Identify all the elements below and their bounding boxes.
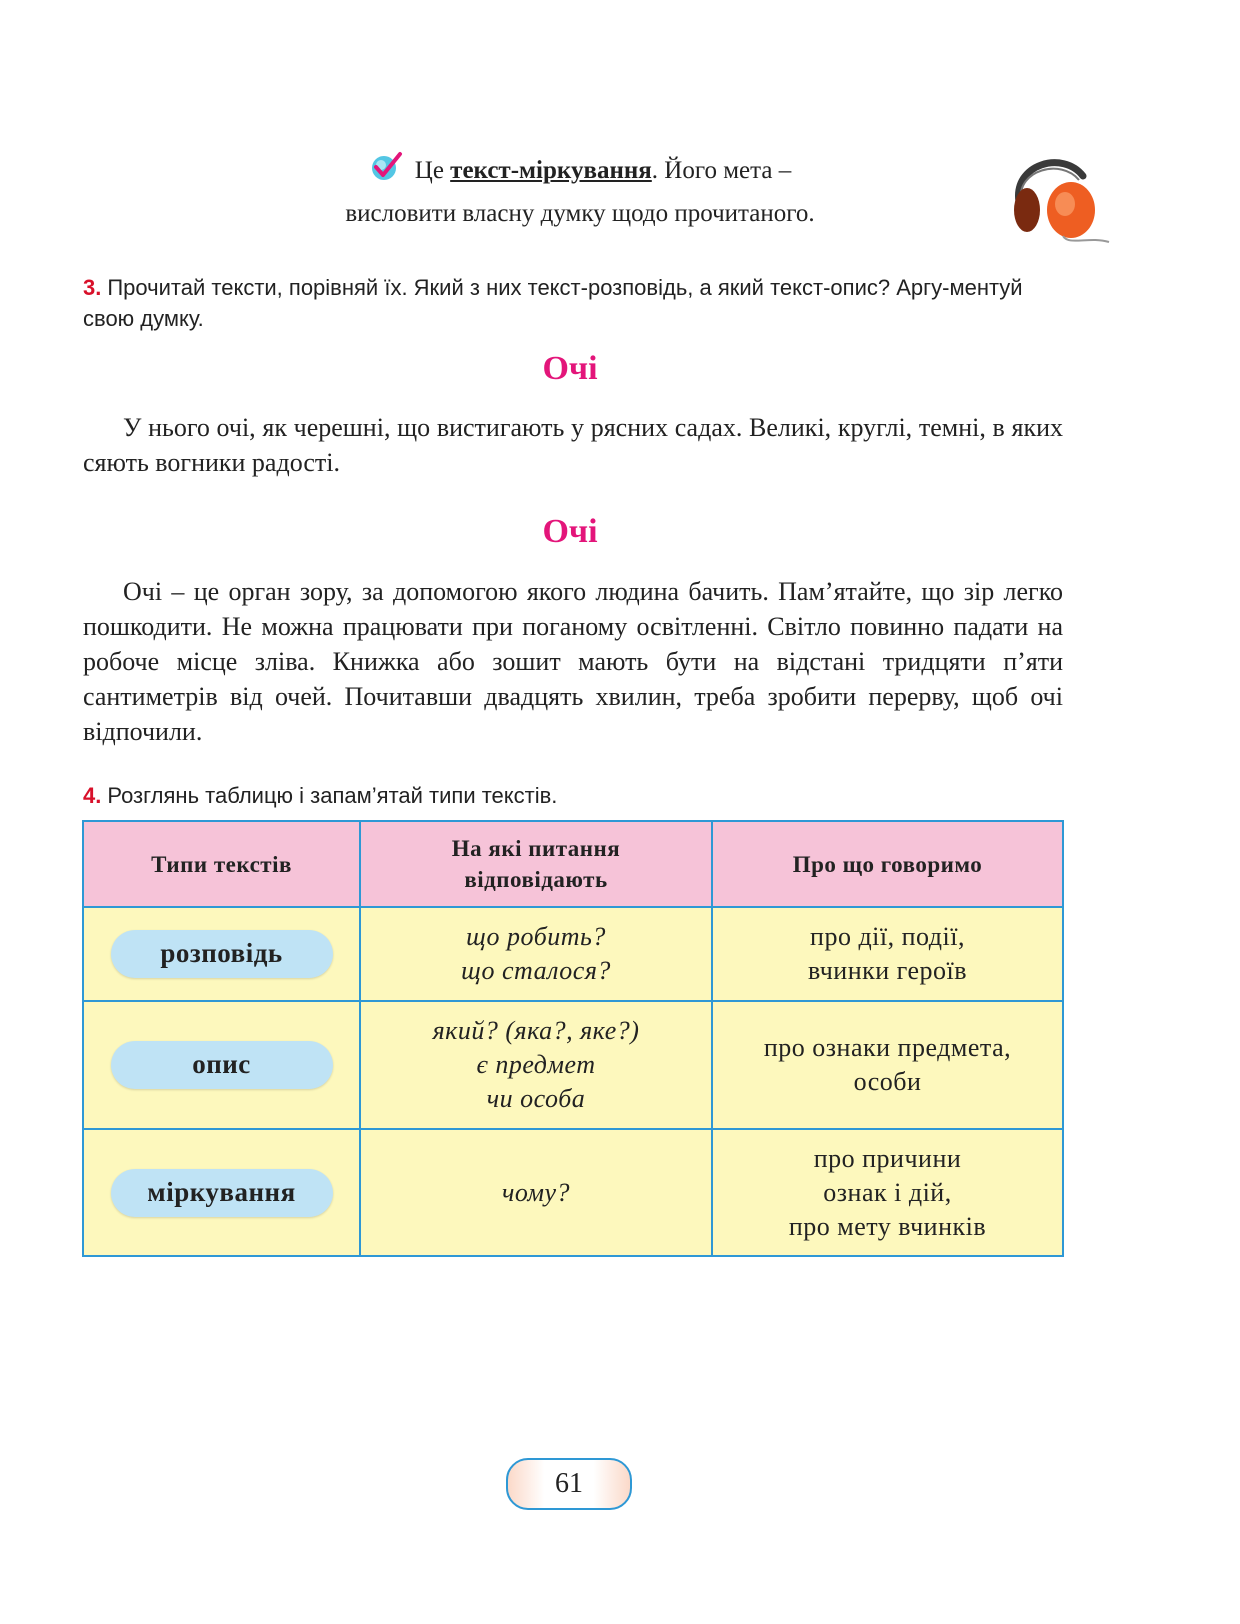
questions-cell <box>360 907 712 1001</box>
question-line: є предмет <box>476 1050 596 1079</box>
task-number: 4. <box>83 783 102 808</box>
callout-line-1 <box>280 150 880 195</box>
question-line: чи особа <box>486 1084 586 1113</box>
about-line: про причини <box>813 1143 962 1173</box>
text-body: У нього очі, як черешні, що вистигають у рясних садах. Великі, круглі, темні, в яких сяють вогники радості. <box>83 413 1063 477</box>
text-type-pill: розповідь <box>111 930 333 978</box>
table-row <box>83 907 1063 1001</box>
task-number: 3. <box>83 275 102 300</box>
about-line: про ознаки предмета, <box>763 1033 1012 1062</box>
page-number: 61 <box>506 1458 632 1510</box>
text-type-pill: опис <box>111 1041 333 1089</box>
task-text: Розглянь таблицю і запам’ятай типи текстів. <box>107 783 558 808</box>
about-line: особи <box>853 1067 922 1096</box>
question-line: що робить? <box>466 922 606 951</box>
table-row <box>83 1001 1063 1129</box>
type-cell <box>83 907 360 1001</box>
table-header <box>360 821 712 907</box>
callout-before: Це <box>414 157 451 184</box>
check-icon <box>369 150 403 195</box>
about-cell <box>712 1129 1063 1256</box>
question-line: чому? <box>501 1177 571 1207</box>
text-title: Очі <box>542 350 598 387</box>
callout-line-2: висловити власну думку щодо прочитаного. <box>345 200 815 227</box>
callout-after: . Його мета – <box>651 157 792 184</box>
questions-cell <box>360 1129 712 1256</box>
about-line: ознак і дій, <box>823 1177 952 1207</box>
type-cell <box>83 1001 360 1129</box>
callout-term: текст-міркування <box>450 157 652 184</box>
questions-cell <box>360 1001 712 1129</box>
table-header-row <box>83 821 1063 907</box>
callout <box>280 150 880 232</box>
about-line: про мету вчинків <box>788 1211 987 1241</box>
table-row <box>83 1129 1063 1256</box>
task-4 <box>83 780 1063 811</box>
headphones-icon <box>1005 150 1115 255</box>
text-types-table <box>82 820 1064 1257</box>
task-3 <box>83 272 1063 334</box>
text-type-pill: міркування <box>111 1169 333 1217</box>
about-line: вчинки героїв <box>807 956 968 985</box>
question-line: що сталося? <box>461 956 611 985</box>
about-cell <box>712 1001 1063 1129</box>
table-header: Типи текстів <box>83 821 360 907</box>
text-title: Очі <box>542 513 598 550</box>
table-header-text: На які питання відповідають <box>451 836 621 892</box>
text-body: Очі – це орган зору, за допомогою якого людина бачить. Пам’ятайте, що зір легко пошкодити. Не можна працювати при поганому освітленні. Світло повинно падати на робоче місце зліва. Книжка або зошит мають бути на відстані тридцяти п’яти сантиметрів від очей. Почитавши двадцять хвилин, треба зробити перерву, щоб очі відпочили. <box>83 577 1063 746</box>
about-cell <box>712 907 1063 1001</box>
type-cell <box>83 1129 360 1256</box>
table-header: Про що говоримо <box>712 821 1063 907</box>
question-line: який? (яка?, яке?) <box>432 1016 640 1045</box>
about-line: про дії, події, <box>810 922 965 951</box>
task-text: Прочитай тексти, порівняй їх. Який з них текст-розповідь, а який текст-опис? Аргу-ментуй свою думку. <box>83 275 1023 331</box>
